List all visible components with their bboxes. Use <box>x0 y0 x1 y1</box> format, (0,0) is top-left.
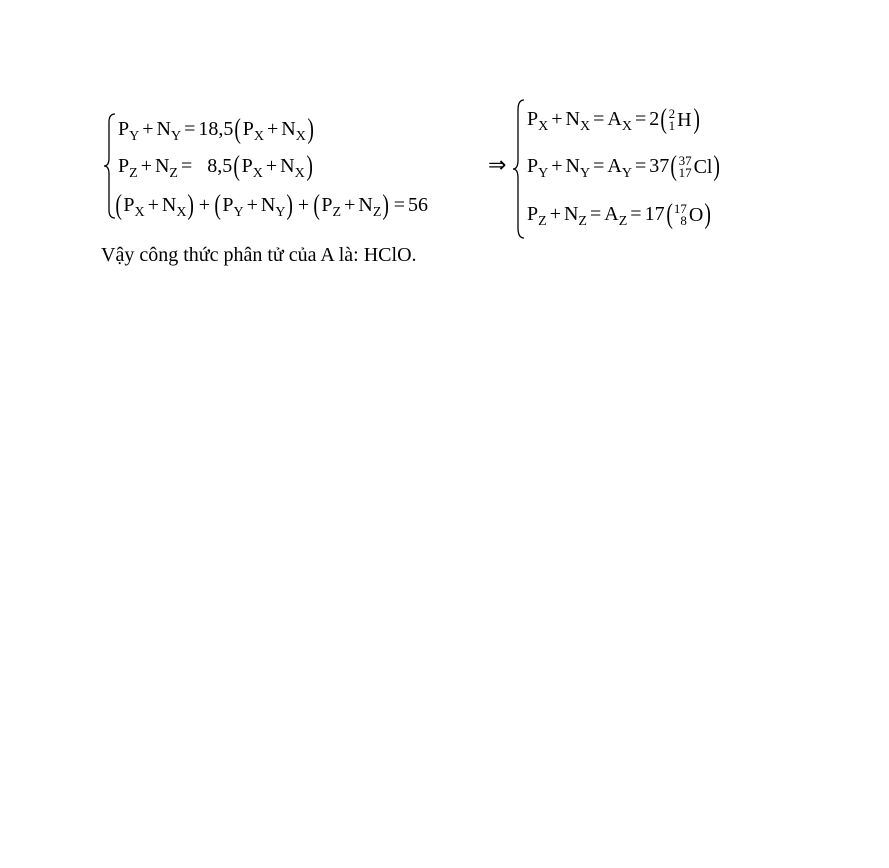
isotope-chlorine: 37 17 Cl <box>678 153 713 181</box>
result-row-oxygen: $P_Z + N_Z = A_Z = 17$( 17 8 O ) <box>527 199 712 230</box>
equation-row-2: $P_Z + N_Z = 8,5(P_X + N_X)$ <box>118 151 313 182</box>
isotope-oxygen: 17 8 O <box>673 201 704 229</box>
result-row-chlorine: $P_Y + N_Y = A_Y = 37$( 37 17 Cl ) <box>527 151 721 182</box>
result-row-hydrogen: $P_X + N_X = A_X = 2$( 2 1 H ) <box>527 104 700 135</box>
equation-row-1: $P_Y + N_Y = 18,5(P_X + N_X)$ <box>118 114 314 145</box>
implies-arrow: ⇒ <box>488 153 507 178</box>
right-system-brace <box>512 98 526 240</box>
equation-row-3: $(P_X + N_X) + (P_Y + N_Y) + (P_Z + N_Z) = 56$ <box>115 190 429 221</box>
conclusion-text: Vậy công thức phân tử của A là: HClO. <box>101 244 417 266</box>
isotope-hydrogen: 2 1 H <box>668 106 692 134</box>
